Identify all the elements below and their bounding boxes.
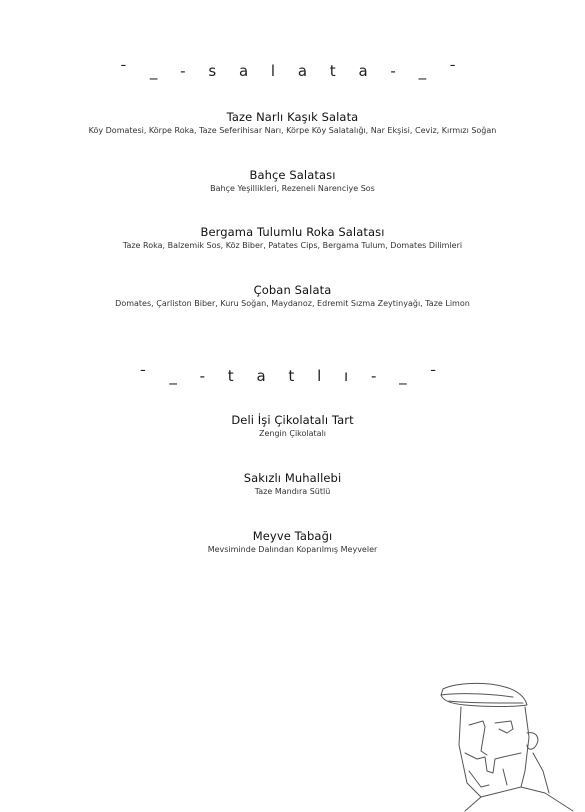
menu-item [0, 529, 585, 555]
menu-item [0, 225, 585, 251]
item-name: Bahçe Salatası [249, 168, 336, 182]
sailor-captain-line-drawing-icon [425, 675, 585, 812]
menu-item [0, 413, 585, 439]
item-name: Meyve Tabağı [252, 529, 333, 543]
menu-item [0, 283, 585, 309]
item-description: Zengin Çikolatalı [258, 429, 327, 438]
item-description: Domates, Çarliston Biber, Kuru Soğan, Maydanoz, Edremit Sızma Zeytinyağı, Taze Limon [115, 299, 470, 308]
menu-item [0, 110, 585, 136]
item-description: Taze Mandıra Sütlü [254, 487, 331, 496]
item-description: Taze Roka, Balzemik Sos, Köz Biber, Patates Cips, Bergama Tulum, Domates Dilimleri [122, 241, 463, 250]
item-name: Çoban Salata [253, 283, 332, 297]
item-name: Bergama Tulumlu Roka Salatası [200, 225, 385, 239]
item-name: Deli İşi Çikolatalı Tart [231, 413, 354, 427]
item-description: Mevsiminde Dalından Koparılmış Meyveler [207, 545, 378, 554]
menu-item [0, 168, 585, 194]
section-title-tatli: ˉ _ - t a t l ı - _ ˉ [139, 367, 446, 385]
item-name: Sakızlı Muhallebi [243, 471, 342, 485]
section-title-salata: ˉ _ - s a l a t a - _ ˉ [119, 62, 466, 80]
item-description: Köy Domatesi, Körpe Roka, Taze Seferihisar Narı, Körpe Köy Salatalığı, Nar Ekşisi, Ceviz, Kırmızı Soğan [88, 126, 497, 135]
menu-item [0, 471, 585, 497]
item-name: Taze Narlı Kaşık Salata [226, 110, 359, 124]
item-description: Bahçe Yeşillikleri, Rezeneli Narenciye Sos [210, 184, 375, 193]
